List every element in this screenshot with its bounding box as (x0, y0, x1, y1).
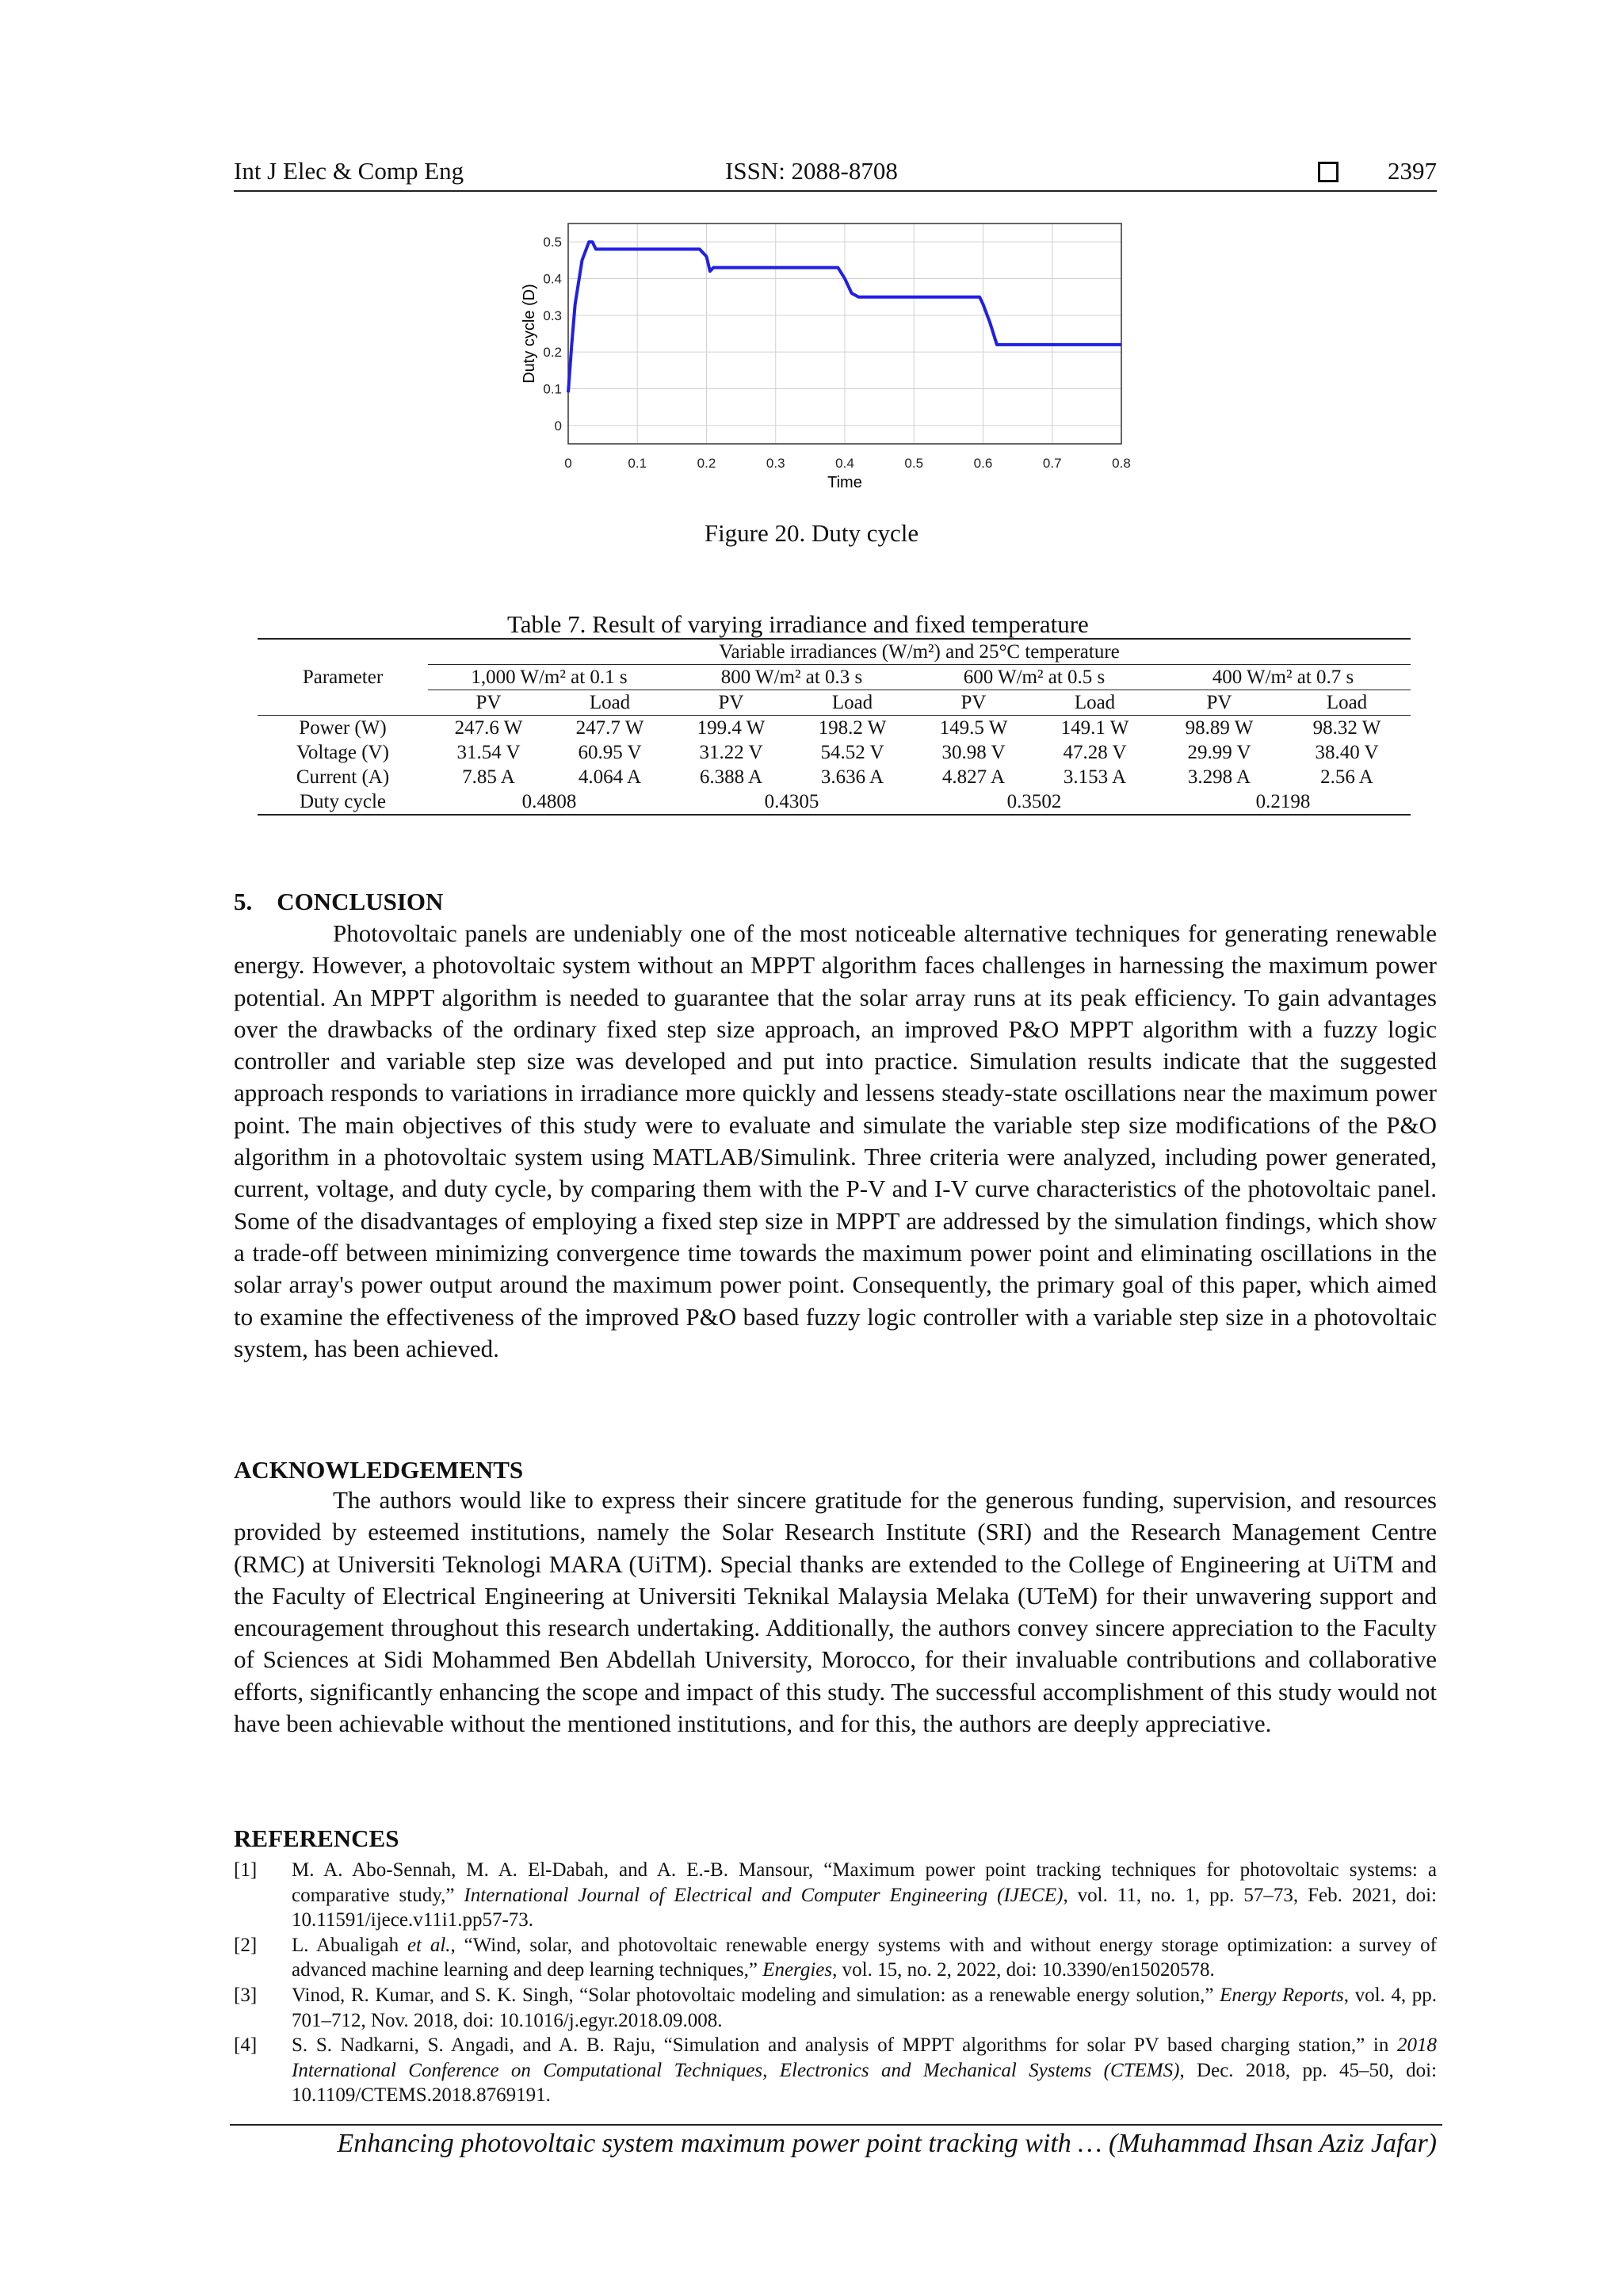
table-condition-row (258, 665, 1411, 690)
table-cell: 0.4305 (670, 789, 913, 815)
x-tick-label: 0.1 (628, 456, 647, 471)
table-cell: 0.2198 (1155, 789, 1411, 815)
y-axis-label: Duty cycle (D) (521, 284, 538, 384)
table-cell: 247.6 W (454, 717, 523, 739)
x-tick-label: 0.6 (973, 456, 993, 471)
reference-etal: et al. (407, 1934, 451, 1956)
table-cell: 4.827 A (941, 766, 1006, 788)
x-tick-label: 0.8 (1112, 456, 1131, 471)
x-tick-label: 0.2 (697, 456, 716, 471)
load-header: Load (1034, 690, 1155, 716)
reference-text: , vol. 15, no. 2, 2022, doi: 10.3390/en15020578. (832, 1959, 1215, 1981)
x-tick-label: 0.4 (835, 456, 854, 471)
load-header: Load (1283, 690, 1411, 716)
blank-cell (258, 639, 428, 665)
reference-text: M. A. Abo-Sennah, M. A. El-Dabah, and A. E.-B. Mansour, “Maximum power point tracking techniques for photovoltaic systems: a comparative study,” (292, 1859, 1437, 1906)
x-axis-label: Time (827, 474, 862, 491)
table-cell: 198.2 W (818, 717, 887, 739)
table-cell: 98.32 W (1312, 717, 1381, 739)
table-cell: 3.298 A (1187, 766, 1251, 788)
parameter-header: Parameter (302, 667, 384, 688)
reference-venue: International Journal of Electrical and Computer Engineering (IJECE) (464, 1884, 1064, 1906)
reference-text: , Dec. 2018, pp. 45–50, doi: 10.1109/CTEMS.2018.8769191. (292, 2059, 1438, 2107)
table-cell: 149.5 W (939, 717, 1008, 739)
reference-text: , vol. 11, no. 1, pp. 57–73, Feb. 2021, doi: 10.11591/ijece.v11i1.pp57-73. (292, 1884, 1437, 1931)
footer-rule (230, 2124, 1442, 2126)
results-table (258, 638, 1411, 816)
reference-text: S. S. Nadkarni, S. Angadi, and A. B. Raju, “Simulation and analysis of MPPT algorithms for solar PV based charging station,” in (292, 2034, 1397, 2057)
reference-number: [4] (234, 2034, 258, 2057)
section-heading-references: REFERENCES (234, 1824, 399, 1852)
reference-text: L. Abualigah (292, 1934, 407, 1956)
table-cell: 0.3502 (913, 789, 1155, 815)
reference-number: [3] (234, 1984, 258, 2006)
table-cell: 199.4 W (697, 717, 766, 739)
load-header: Load (549, 690, 670, 716)
table-cell: 7.85 A (462, 766, 515, 788)
table-row-power (258, 716, 1411, 741)
reference-number: [2] (234, 1934, 258, 1956)
acknowledgements-paragraph: The authors would like to express their sincere gratitude for the generous funding, supervision, and resources provided by esteemed institutions, namely the Solar Research Institute (SRI) and the Research Management Centre (RMC) at Universiti Teknologi MARA (UiTM). Special thanks are extended to the College of Engineering at UiTM and the Faculty of Electrical Engineering at Universiti Teknikal Malaysia Melaka (UTeM) for their unwavering support and encouragement throughout this research undertaking. Additionally, the authors convey sincere appreciation to the Faculty of Sciences at Sidi Mohammed Ben Abdellah University, Morocco, for their invaluable contributions and collaborative efforts, significantly enhancing the scope and impact of this study. The successful accomplishment of this study would not have been achievable without the mentioned institutions, and for this, the authors are deeply appreciative. (234, 1486, 1437, 1738)
reference-venue: Energy Reports (1220, 1984, 1344, 2006)
table-cell: 31.22 V (699, 742, 763, 763)
load-header: Load (792, 690, 913, 716)
table-row-duty-cycle (258, 789, 1411, 815)
chart-grid (568, 223, 1121, 444)
table-cell: 31.54 V (456, 742, 521, 763)
table-cell: 0.4808 (428, 789, 670, 815)
conclusion-paragraph: Photovoltaic panels are undeniably one of the most noticeable alternative techniques for generating renewable energy. However, a photovoltaic system without an MPPT algorithm faces challenges in harnessing the maximum power potential. An MPPT algorithm is needed to guarantee that the solar array runs at its peak efficiency. To gain advantages over the drawbacks of the ordinary fixed step size approach, an improved P&O MPPT algorithm with a fuzzy logic controller and variable step size was developed and put into practice. Simulation results indicate that the suggested approach responds to variations in irradiance more quickly and lessens steady-state oscillations near the maximum power point. The main objectives of this study were to evaluate and simulate the variable step size modifications of the P&O algorithm in a photovoltaic system using MATLAB/Simulink. Three criteria were analyzed, including power generated, current, voltage, and duty cycle, by comparing them with the P-V and I-V curve characteristics of the photovoltaic panel. Some of the disadvantages of employing a fixed step size in MPPT are addressed by the simulation findings, which show a trade-off between minimizing convergence time towards the maximum power point and eliminating oscillations in the solar array's power output around the maximum power point. Consequently, the primary goal of this paper, which aimed to examine the effectiveness of the improved P&O based fuzzy logic controller with a variable step size in a photovoltaic system, has been achieved. (234, 919, 1437, 1362)
reference-list (234, 1858, 1437, 2108)
condition-header: 1,000 W/m² at 0.1 s (428, 665, 670, 690)
table-cell: 47.28 V (1063, 742, 1127, 763)
page-number: 2397 (1388, 157, 1437, 185)
table-cell: 4.064 A (578, 766, 642, 788)
y-tick-label: 0.2 (543, 345, 562, 361)
reference-item (234, 1858, 1437, 1933)
blank-cell (258, 690, 428, 716)
pv-header: PV (913, 690, 1034, 716)
condition-header: 600 W/m² at 0.5 s (913, 665, 1155, 690)
figure-caption: Figure 20. Duty cycle (704, 519, 919, 547)
reference-venue: 2018 International Conference on Computational Techniques, Electronics and Mechanical Systems (CTEMS) (292, 2034, 1437, 2081)
journal-name: Int J Elec & Comp Eng (234, 157, 464, 185)
table-cell: 30.98 V (941, 742, 1006, 763)
table-subheader-row (258, 690, 1411, 716)
reference-text: Vinod, R. Kumar, and S. K. Singh, “Solar photovoltaic modeling and simulation: as a renewable energy solution,” (292, 1984, 1220, 2006)
reference-number: [1] (234, 1859, 258, 1881)
table-cell: 54.52 V (820, 742, 884, 763)
x-tick-label: 0.5 (904, 456, 924, 471)
y-tick-label: 0.1 (543, 381, 562, 397)
table-title: Table 7. Result of varying irradiance and fixed temperature (507, 610, 1089, 638)
section-heading-acknowledgements: ACKNOWLEDGEMENTS (234, 1456, 524, 1484)
y-tick-label: 0.3 (543, 308, 562, 323)
pv-header: PV (428, 690, 549, 716)
duty-cycle-chart (515, 218, 1141, 503)
table-cell: 149.1 W (1060, 717, 1129, 739)
page-square-icon (1318, 162, 1338, 182)
table-cell: 3.636 A (820, 766, 884, 788)
table-cell: 3.153 A (1063, 766, 1127, 788)
x-tick-label: 0.7 (1042, 456, 1062, 471)
table-cell: 6.388 A (699, 766, 763, 788)
table-header-row (258, 639, 1411, 665)
y-tick-label: 0.5 (543, 235, 562, 250)
condition-header: 800 W/m² at 0.3 s (670, 665, 913, 690)
row-label: Current (A) (296, 766, 390, 788)
running-footer: Enhancing photovoltaic system maximum power point tracking with … (Muhammad Ihsan Aziz Jafar) (337, 2129, 1437, 2158)
reference-text: , vol. 4, pp. 701–712, Nov. 2018, doi: 10.1016/j.egyr.2018.09.008. (292, 1984, 1437, 2031)
table-cell: 29.99 V (1187, 742, 1251, 763)
table-cell: 38.40 V (1315, 742, 1379, 763)
y-tick-label: 0 (554, 418, 562, 434)
running-header (234, 155, 1437, 192)
x-tick-label: 0 (564, 456, 572, 471)
table-cell: 2.56 A (1320, 766, 1373, 788)
table-row-voltage (258, 740, 1411, 765)
issn: ISSN: 2088-8708 (725, 157, 898, 185)
condition-header: 400 W/m² at 0.7 s (1155, 665, 1411, 690)
section-heading-conclusion: 5. CONCLUSION (234, 888, 444, 915)
pv-header: PV (1155, 690, 1283, 716)
x-tick-label: 0.3 (766, 456, 785, 471)
group-header: Variable irradiances (W/m²) and 25°C temperature (428, 639, 1411, 665)
pv-header: PV (670, 690, 792, 716)
row-label: Duty cycle (258, 789, 428, 815)
table-cell: 98.89 W (1185, 717, 1254, 739)
reference-item (234, 2033, 1437, 2108)
reference-text: , “Wind, solar, and photovoltaic renewable energy systems with and without energy storage optimization: a survey of advanced machine learning and deep learning techniques,” (292, 1934, 1437, 1981)
reference-venue: Energies (762, 1959, 833, 1981)
reference-item (234, 1983, 1437, 2033)
row-label: Power (W) (299, 717, 387, 739)
row-label: Voltage (V) (296, 742, 389, 763)
table-cell: 247.7 W (575, 717, 644, 739)
table-cell: 60.95 V (578, 742, 642, 763)
chart-ticks (543, 235, 1130, 471)
reference-item (234, 1933, 1437, 1983)
table-row-current (258, 765, 1411, 789)
y-tick-label: 0.4 (543, 271, 562, 287)
